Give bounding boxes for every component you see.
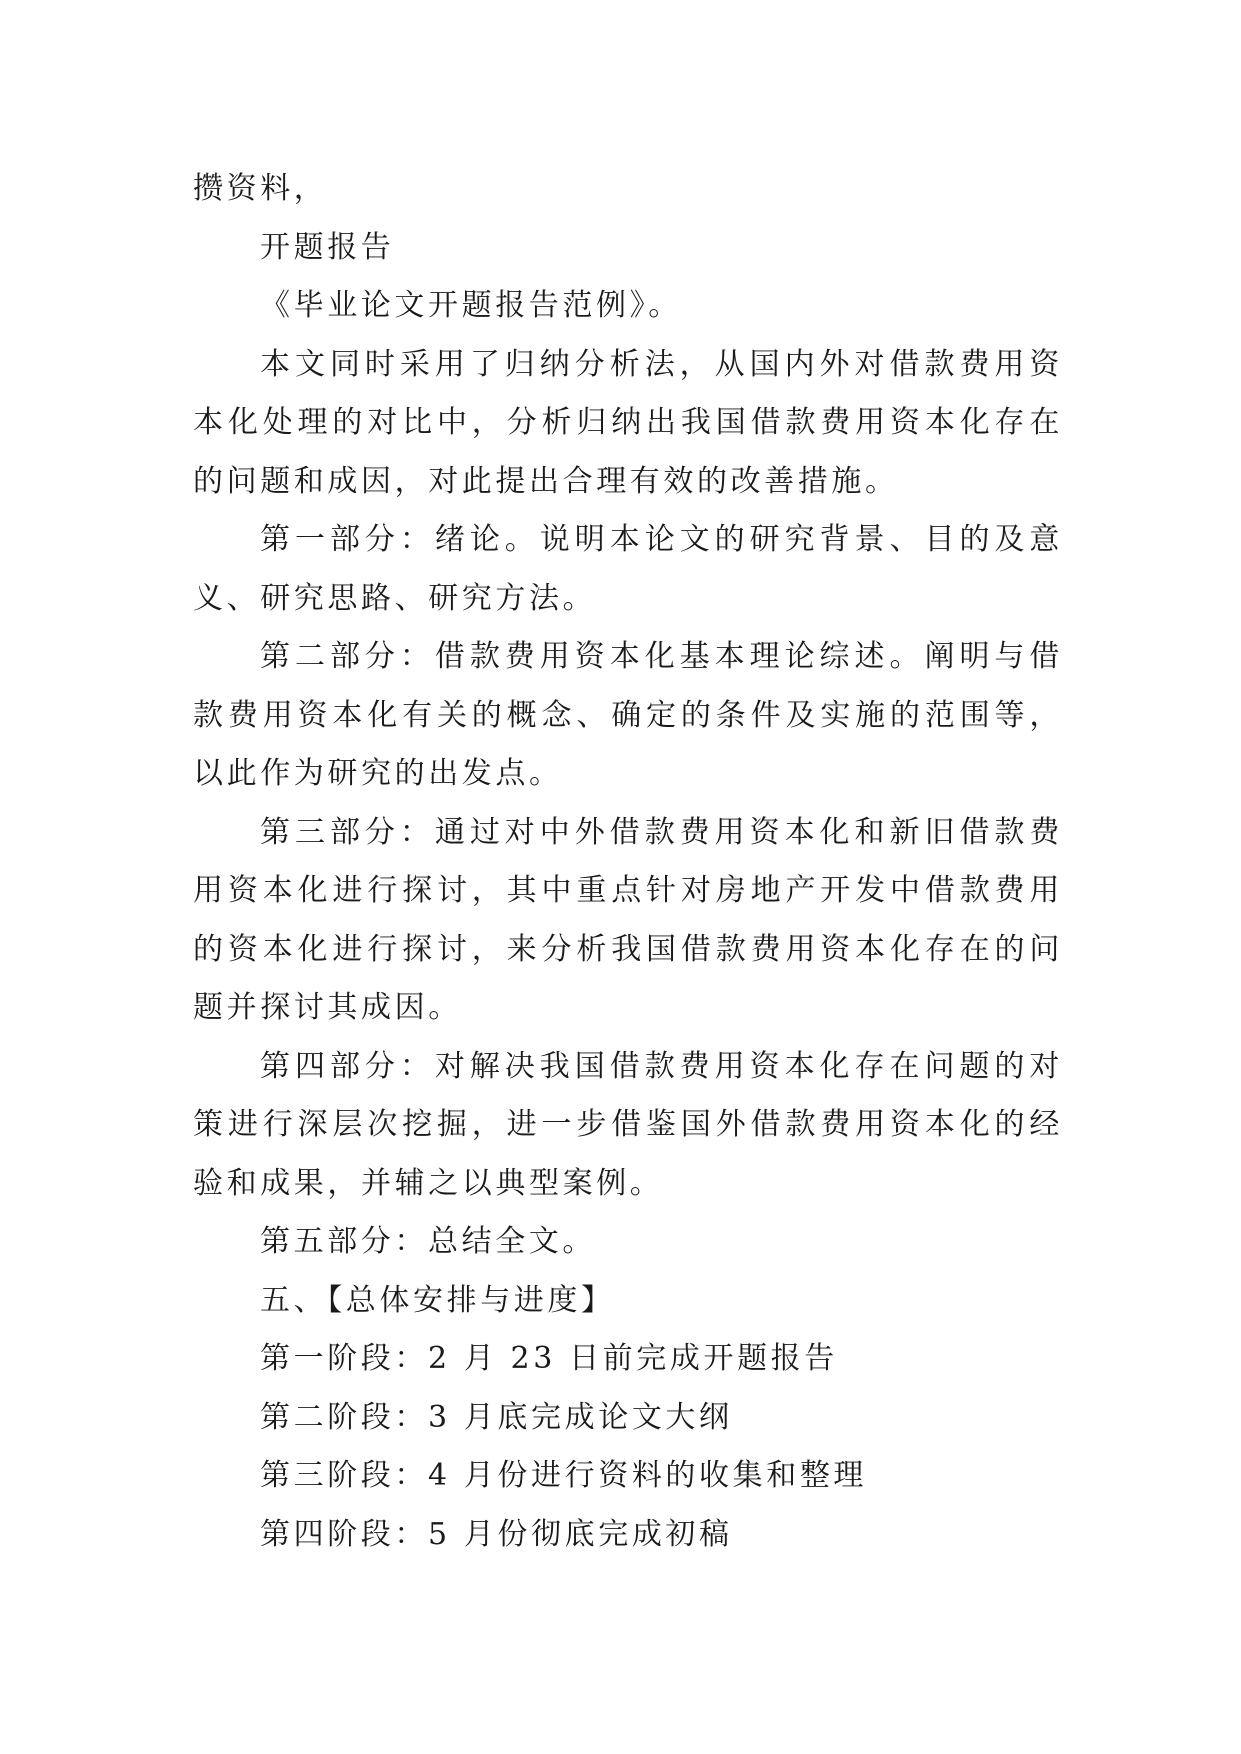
paragraph-sample-title: 《毕业论文开题报告范例》。	[260, 288, 682, 323]
schedule-stage-four: 第四阶段：5 月份彻底完成初稿	[260, 1516, 733, 1552]
paragraph-heading-opening-report: 开题报告	[260, 229, 395, 265]
body-text	[193, 160, 1063, 1564]
paragraph-method: 本文同时采用了归纳分析法，从国内外对借款费用资本化处理的对比中，分析归纳出我国借款费用资本化存在的问题和成因，对此提出合理有效的改善措施。	[193, 346, 1063, 499]
paragraph-continuation: 攒资料，	[193, 171, 328, 206]
paragraph-part-one: 第一部分：绪论。说明本论文的研究背景、目的及意义、研究思路、研究方法。	[193, 522, 1063, 616]
paragraph-part-five: 第五部分：总结全文。	[260, 1224, 596, 1259]
paragraph-part-three: 第三部分：通过对中外借款费用资本化和新旧借款费用资本化进行探讨，其中重点针对房地产开发中借款费用的资本化进行探讨，来分析我国借款费用资本化存在的问题并探讨其成因。	[193, 814, 1063, 1025]
schedule-stage-two: 第二阶段：3 月底完成论文大纲	[260, 1399, 733, 1435]
schedule-stage-one: 第一阶段：2 月 23 日前完成开题报告	[260, 1341, 838, 1376]
section-heading-schedule: 五、【总体安排与进度】	[260, 1282, 615, 1318]
paragraph-part-two: 第二部分：借款费用资本化基本理论综述。阐明与借款费用资本化有关的概念、确定的条件及实施的范围等，以此作为研究的出发点。	[193, 639, 1063, 791]
schedule-stage-three: 第三阶段：4 月份进行资料的收集和整理	[260, 1458, 868, 1493]
paragraph-part-four: 第四部分：对解决我国借款费用资本化存在问题的对策进行深层次挖掘，进一步借鉴国外借款费用资本化的经验和成果，并辅之以典型案例。	[193, 1048, 1063, 1201]
